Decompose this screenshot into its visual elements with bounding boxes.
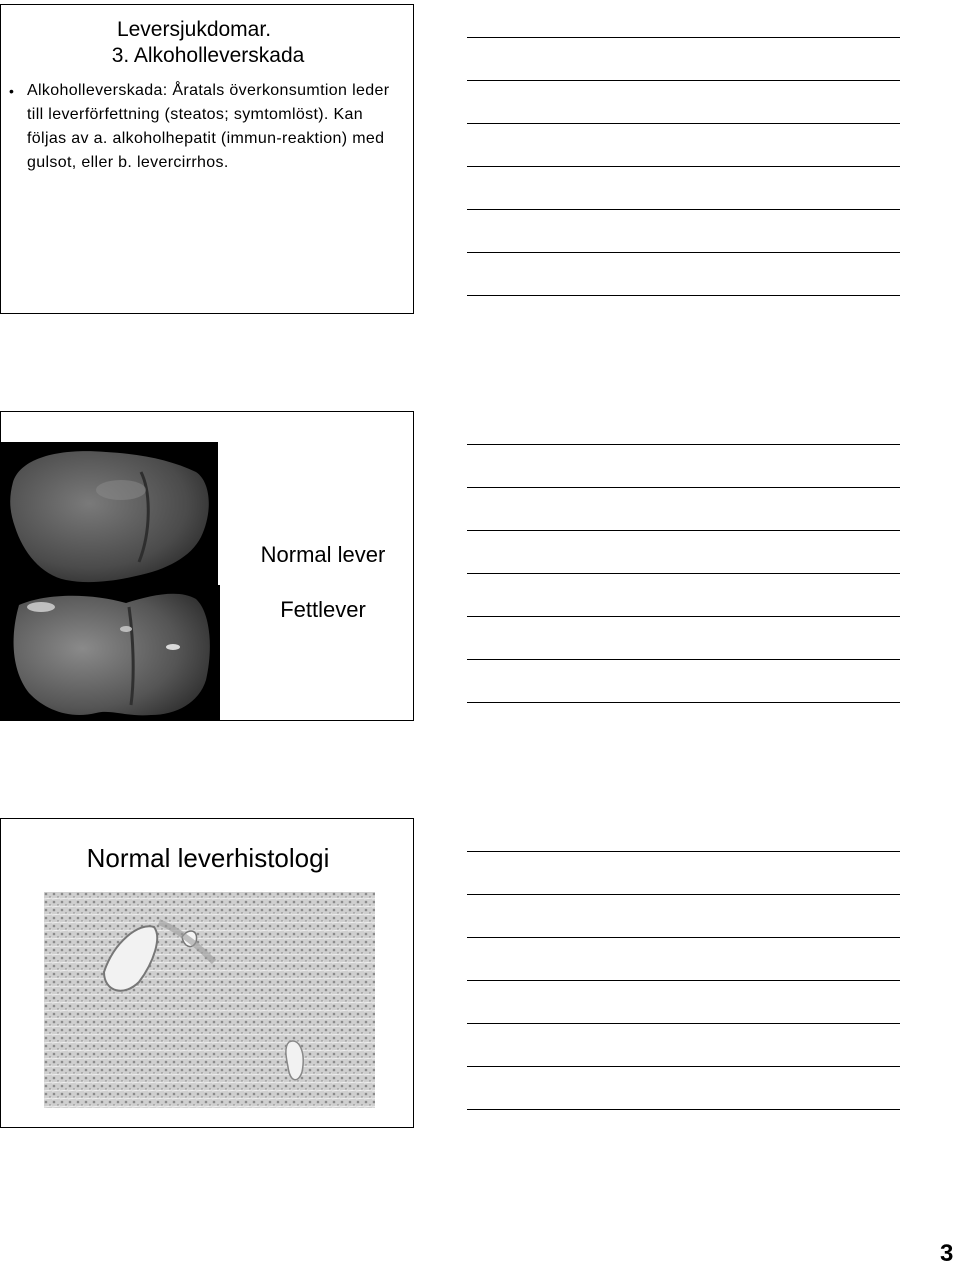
page-number: 3 — [940, 1240, 954, 1267]
slide-2 — [0, 411, 414, 721]
caption-fatty-liver: Fettlever — [280, 597, 366, 622]
slide-1-title-line-2: 3. Alkoholleverskada — [111, 44, 305, 67]
slide-1-body-text: Alkoholleverskada: Åratals överkonsumtion leder till leverförfettning (steatos; symtomlöst). Kan följas av a. alkoholhepatit (immun-reaktion) med gulsot, eller b. levercirrhos. — [27, 82, 390, 171]
normal-liver-photo — [1, 442, 218, 585]
slide-1-title — [1, 17, 414, 69]
slide-1-title-line-1: Leversjukdomar. — [116, 18, 272, 41]
slide-3 — [0, 818, 414, 1128]
caption-normal-liver: Normal lever — [260, 542, 386, 567]
liver-histology-image — [44, 892, 375, 1108]
slide-1 — [0, 4, 414, 314]
bullet-icon: • — [9, 83, 15, 99]
fatty-liver-photo — [1, 585, 220, 721]
slide-1-body — [9, 79, 407, 175]
slide-3-title: Normal leverhistologi — [86, 843, 330, 873]
